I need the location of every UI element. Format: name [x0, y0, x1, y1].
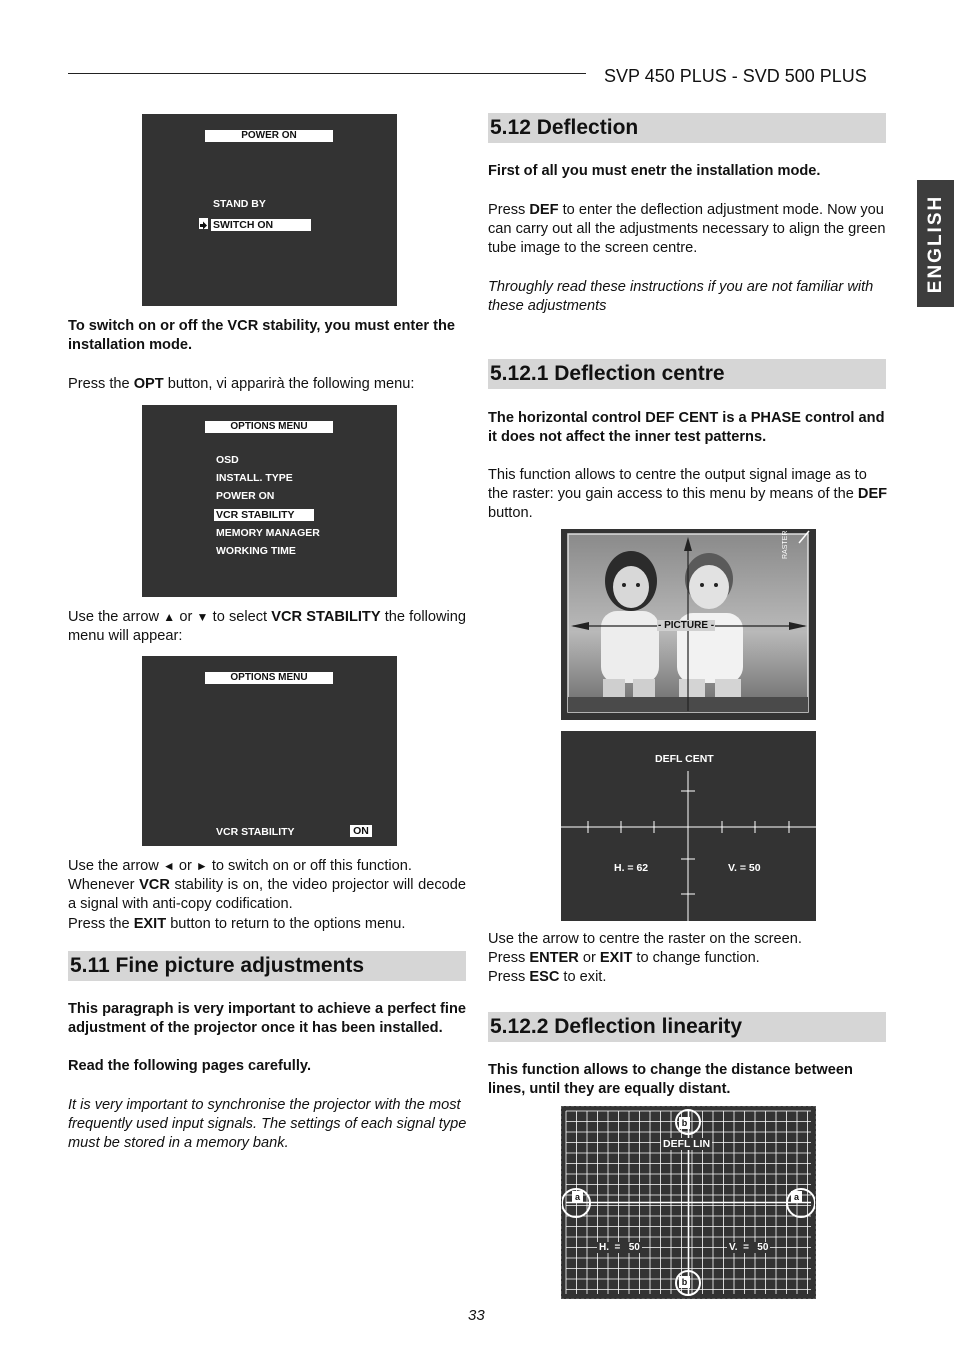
text-run: stability is on, the video projector will decode a signal with anti-copy codification. — [68, 877, 466, 913]
header-title: SVP 450 PLUS - SVD 500 PLUS — [604, 66, 867, 86]
arrow-right-icon-glyph — [199, 220, 208, 231]
marker-b-bottom: b — [679, 1276, 690, 1288]
text-run: to change function. — [632, 950, 760, 967]
vcr-stability-screen — [142, 656, 397, 846]
sec-511-italic: It is very important to synchronise the projector with the most frequently used input signals. The settings of each signal type must be stored in a memory bank. — [68, 1097, 467, 1152]
key-def: DEF — [529, 202, 559, 218]
menu-item-osd: OSD — [216, 454, 239, 466]
text-run: or — [175, 609, 197, 625]
defl-lin-v-value: V. = 50 — [729, 1242, 769, 1253]
section-512-heading: 5.12 Deflection — [488, 113, 886, 143]
sec-512-bold: First of all you must enetr the installation mode. — [488, 163, 821, 179]
vcr-stability-value: ON — [350, 825, 372, 837]
text-run: to exit. — [559, 969, 607, 986]
menu-item-power-on: POWER ON — [216, 490, 275, 502]
text-run: to select — [208, 609, 272, 625]
sec-512-italic: Throughly read these instructions if you are not familiar with these adjustments — [488, 279, 874, 315]
key-def: DEF — [857, 486, 888, 503]
text-run: or — [578, 950, 600, 967]
centre-line-1: Use the arrow to centre the raster on the screen. — [488, 931, 802, 947]
section-511-heading: 5.11 Fine picture adjustments — [68, 951, 466, 981]
linearity-grid — [562, 1107, 815, 1298]
arrow-down-icon: ▼ — [196, 610, 209, 624]
section-5122-heading: 5.12.2 Deflection linearity — [488, 1012, 886, 1042]
text-run: to enter the deflection adjustment mode. Now you can carry out all the adjustments necessary to align the green tube image to the screen centre. — [488, 202, 886, 257]
defl-cent-h-value: H. = 62 — [614, 862, 649, 874]
centre-line-3 — [488, 968, 888, 987]
defl-lin-title: DEFL LIN — [663, 1138, 711, 1150]
marker-a-right: a — [791, 1191, 802, 1203]
header-rule — [68, 73, 586, 74]
vcr-use-text — [68, 857, 466, 934]
menu-item-memory-manager: MEMORY MANAGER — [216, 527, 320, 539]
key-exit: EXIT — [599, 950, 633, 967]
vcr-use-line-1 — [68, 857, 466, 876]
vcr-use-line-2 — [68, 876, 466, 914]
text-run: Press the — [68, 376, 134, 392]
text-run: button to return to the options menu. — [166, 915, 406, 932]
text-run: Whenever — [68, 877, 140, 894]
menu-title: OPTIONS MENU — [205, 421, 333, 433]
text-run: button, vi apparirà the following menu: — [163, 376, 415, 392]
key-exit: EXIT — [133, 915, 167, 932]
sec-5121-paragraph — [488, 466, 888, 524]
vcr-intro-press — [68, 375, 466, 394]
text-run: or — [174, 858, 196, 874]
sec-511-bold-1: This paragraph is very important to achieve a perfect fine adjustment of the projector once it has been installed. — [68, 1001, 466, 1037]
sec-5121-bold: The horizontal control DEF CENT is a PHASE control and it does not affect the inner test patterns. — [488, 410, 885, 446]
defl-lin-h-value: H. = 50 — [599, 1242, 640, 1253]
sec-512-paragraph — [488, 201, 888, 259]
arrow-right-icon — [199, 218, 208, 229]
arrow-up-icon: ▲ — [163, 610, 176, 624]
menu-title: OPTIONS MENU — [205, 672, 333, 684]
menu-item-install-type: INSTALL. TYPE — [216, 472, 293, 484]
menu-item-stand-by: STAND BY — [213, 198, 266, 210]
key-enter: ENTER — [529, 950, 579, 967]
key-opt: OPT — [133, 376, 164, 392]
power-on-menu-screen — [142, 114, 397, 306]
menu-title: POWER ON — [205, 130, 333, 142]
marker-a-left: a — [572, 1191, 583, 1203]
arrow-select-text — [68, 608, 466, 646]
language-tab — [917, 180, 954, 307]
key-vcr-stability: VCR STABILITY — [271, 609, 381, 625]
text-run: Press — [488, 969, 530, 986]
text-run: Press the — [68, 915, 134, 932]
text-run: to switch on or off this function. — [207, 858, 412, 874]
section-5121-heading: 5.12.1 Deflection centre — [488, 359, 886, 389]
defl-cent-screen — [561, 731, 816, 921]
text-run: Use the arrow — [68, 858, 163, 874]
defl-cent-v-value: V. = 50 — [728, 862, 761, 874]
text-run: the following menu will appear: — [68, 609, 466, 645]
marker-b-top: b — [679, 1117, 690, 1129]
key-vcr: VCR — [139, 877, 170, 894]
text-run: This function allows to centre the output signal image as to the raster: you gain access to this menu by means of the — [488, 467, 867, 503]
menu-item-switch-on: SWITCH ON — [211, 219, 311, 231]
vcr-use-line-3 — [68, 915, 466, 934]
defl-cent-title: DEFL CENT — [655, 753, 714, 765]
key-esc: ESC — [529, 969, 560, 986]
deflection-photo-illustration — [561, 529, 816, 720]
language-tab-label: ENGLISH — [924, 194, 946, 293]
defl-lin-screen — [561, 1106, 816, 1299]
centre-instructions — [488, 930, 888, 988]
vcr-intro-bold: To switch on or off the VCR stability, you must enter the installation mode. — [68, 318, 456, 354]
sec-5122-bold: This function allows to change the distance between lines, until they are equally distant. — [488, 1062, 853, 1098]
centre-line-2 — [488, 949, 888, 968]
menu-item-vcr-stability: VCR STABILITY — [214, 509, 314, 521]
arrow-left-icon: ◄ — [162, 859, 175, 873]
vcr-stability-label: VCR STABILITY — [216, 826, 295, 838]
photo-label-picture: - PICTURE - — [658, 620, 715, 631]
options-menu-screen — [142, 405, 397, 597]
text-run: button. — [488, 505, 533, 522]
text-run: Press — [488, 950, 530, 967]
text-run: Use the arrow — [68, 609, 164, 625]
menu-item-working-time: WORKING TIME — [216, 545, 296, 557]
photo-label-raster: RASTER — [782, 530, 789, 559]
text-run: Press — [488, 202, 530, 218]
sec-511-bold-2: Read the following pages carefully. — [68, 1058, 312, 1074]
arrow-right-icon: ► — [195, 859, 208, 873]
page-number: 33 — [468, 1307, 485, 1324]
